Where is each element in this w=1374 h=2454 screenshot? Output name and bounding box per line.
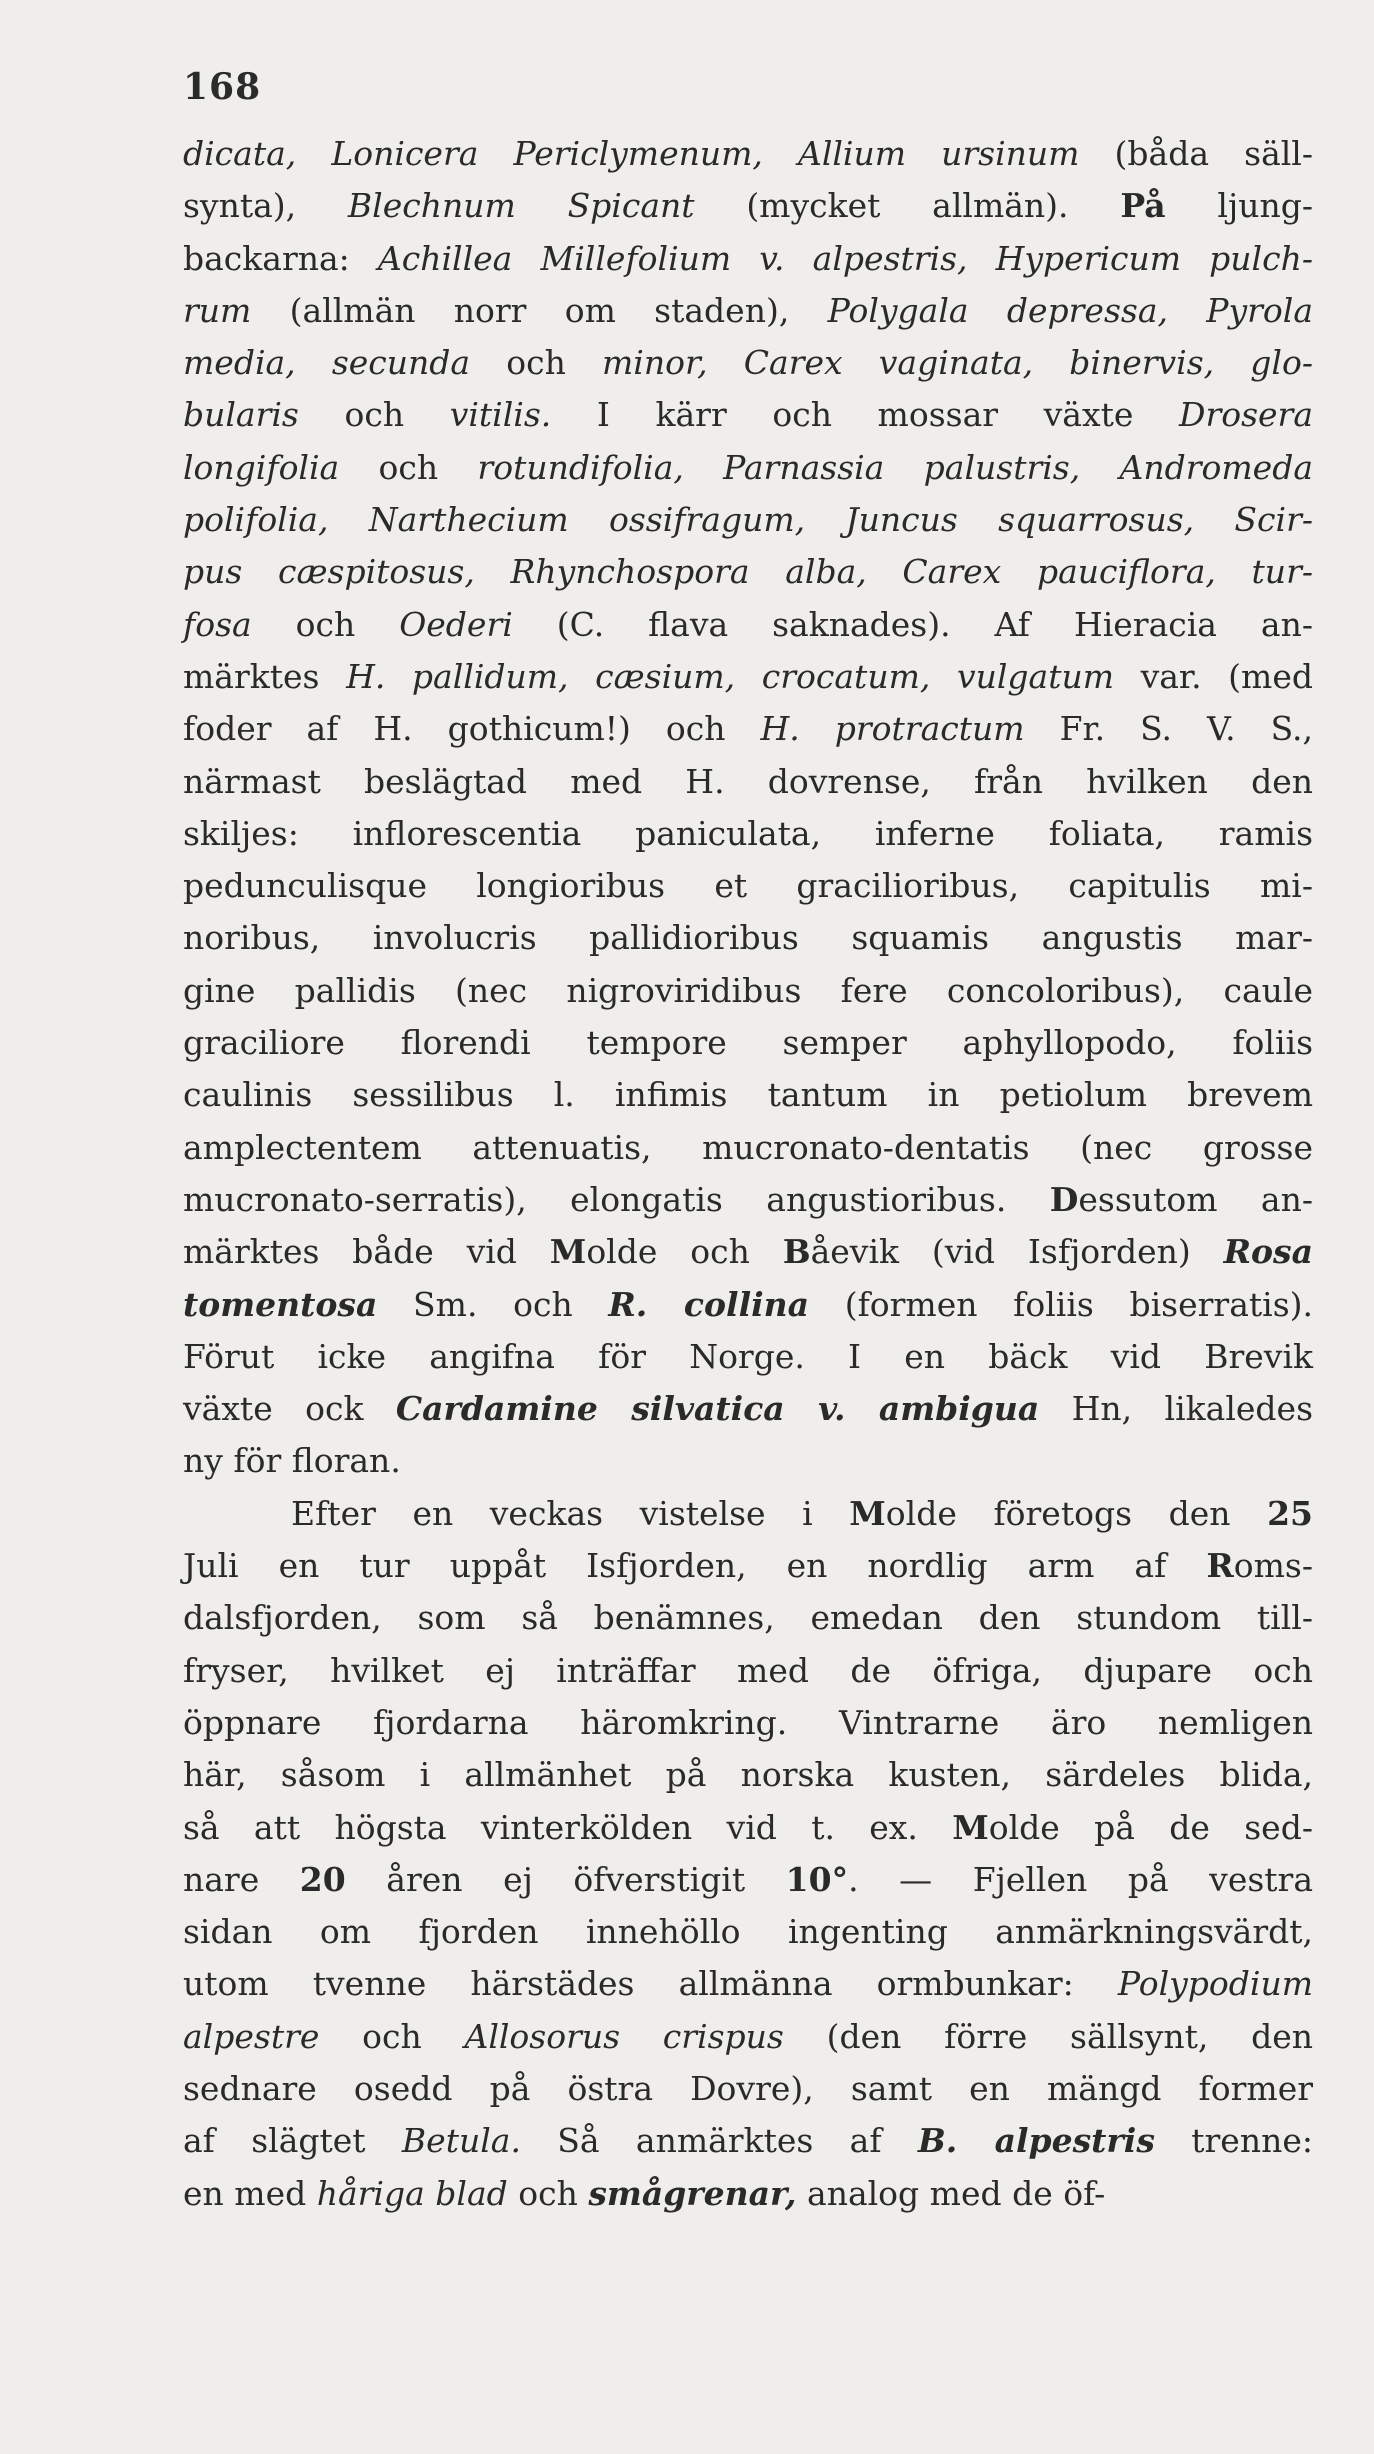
text-segment: . — Fjellen på vestra (848, 1859, 1313, 1899)
emphasized-text: smågrenar, (588, 2173, 797, 2213)
emphasized-text: D (1049, 1179, 1079, 1219)
text-line (183, 546, 1313, 598)
text-line (183, 233, 1313, 285)
emphasized-text: M (952, 1807, 989, 1847)
text-line (183, 1592, 1313, 1644)
emphasized-text: H. pallidum, cæsium, crocatum, vulgatum (346, 656, 1115, 696)
text-line (183, 912, 1313, 964)
text-line (183, 389, 1313, 441)
text-segment: mucronato-serratis), elongatis angustioribus. (183, 1179, 1050, 1219)
text-segment: gine pallidis (nec nigroviridibus fere concoloribus), caule (183, 970, 1313, 1010)
text-segment: (den förre sällsynt, den (783, 2016, 1314, 2056)
body-text (183, 128, 1313, 2220)
text-line (183, 651, 1313, 703)
text-line (183, 1749, 1313, 1801)
text-segment: märktes (183, 656, 347, 696)
text-segment: och (251, 604, 400, 644)
text-segment: nare (183, 1859, 300, 1899)
text-line (183, 1069, 1313, 1121)
text-line (183, 2063, 1313, 2115)
emphasized-text: Drosera (1178, 395, 1313, 435)
text-line (183, 180, 1313, 232)
text-segment: olde företogs den (885, 1493, 1268, 1533)
text-segment: noribus, involucris pallidioribus squamis angustis mar- (183, 918, 1313, 958)
text-line (183, 1279, 1313, 1331)
text-segment: sednare osedd på östra Dovre), samt en mängd former (183, 2068, 1313, 2108)
emphasized-text: tomentosa (183, 1284, 378, 1324)
emphasized-text: fosa (183, 604, 252, 644)
text-segment: sidan om fjorden innehöllo ingenting anmärkningsvärdt, (183, 1912, 1313, 1952)
emphasized-text: rum (183, 290, 252, 330)
text-segment: växte ock (183, 1389, 396, 1429)
emphasized-text: Cardamine silvatica v. ambigua (395, 1389, 1040, 1429)
text-line (183, 494, 1313, 546)
text-line (183, 1174, 1313, 1226)
text-line (183, 1435, 1313, 1487)
text-segment: var. (med (1114, 656, 1313, 696)
emphasized-text: media, secunda (183, 343, 471, 383)
text-line (183, 128, 1313, 180)
emphasized-text: H. protractum (760, 709, 1025, 749)
text-segment: backarna: (183, 238, 378, 278)
text-line (183, 1122, 1313, 1174)
text-line (183, 2115, 1313, 2167)
emphasized-text: R (1206, 1546, 1234, 1586)
text-line (183, 1226, 1313, 1278)
text-segment: caulinis sessilibus l. infimis tantum in petiolum brevem (183, 1075, 1313, 1115)
emphasized-text: bularis (183, 395, 299, 435)
text-line (183, 703, 1313, 755)
text-line (183, 1697, 1313, 1749)
text-segment: skiljes: inflorescentia paniculata, inferne foliata, ramis (183, 813, 1313, 853)
text-segment: och (470, 343, 602, 383)
text-segment: här, såsom i allmänhet på norska kusten, särdeles blida, (183, 1755, 1313, 1795)
emphasized-text: M (549, 1232, 587, 1272)
emphasized-text: 25 (1267, 1493, 1314, 1533)
emphasized-text: R. collina (608, 1284, 810, 1324)
text-segment: Sm. och (377, 1284, 609, 1324)
text-segment: (C. flava saknades). Af Hieracia an- (512, 604, 1313, 644)
emphasized-text: M (849, 1493, 886, 1533)
text-line (183, 2011, 1313, 2063)
emphasized-text: B. alpestris (917, 2121, 1155, 2161)
text-line (183, 1017, 1313, 1069)
text-segment: Efter en veckas vistelse i (291, 1493, 850, 1533)
text-line (183, 965, 1313, 1017)
text-segment: olde och (586, 1232, 783, 1272)
text-segment: ljung- (1165, 186, 1313, 226)
text-segment: I kärr och mossar växte (551, 395, 1179, 435)
text-segment: af slägtet (183, 2121, 402, 2161)
emphasized-text: rotundifolia, Parnassia palustris, Andromeda (477, 447, 1313, 487)
text-segment: och (319, 2016, 465, 2056)
emphasized-text: dicata, Lonicera Periclymenum, Allium ursinum (183, 134, 1080, 173)
emphasized-text: Achillea Millefolium v. alpestris, Hypericum pulch- (377, 238, 1313, 278)
emphasized-text: polifolia, Narthecium ossifragum, Juncus squarrosus, Scir- (183, 500, 1313, 540)
text-segment: dalsfjorden, som så benämnes, emedan den stundom till- (183, 1598, 1313, 1638)
text-segment: graciliore florendi tempore semper aphyllopodo, foliis (183, 1023, 1313, 1063)
emphasized-text: Oederi (399, 604, 513, 644)
emphasized-text: B (782, 1232, 811, 1272)
text-segment: trenne: (1154, 2121, 1313, 2161)
text-line (183, 1958, 1313, 2010)
text-line (183, 1802, 1313, 1854)
text-line (183, 1540, 1313, 1592)
text-line (183, 860, 1313, 912)
emphasized-text: Rosa (1223, 1232, 1313, 1272)
text-line (183, 808, 1313, 860)
text-segment: så att högsta vinterkölden vid t. ex. (183, 1807, 953, 1847)
text-segment: essutom an- (1078, 1179, 1313, 1219)
text-segment: olde på de sed- (988, 1807, 1313, 1847)
emphasized-text: vitilis. (449, 395, 552, 435)
text-segment: ny för floran. (183, 1441, 401, 1481)
text-segment: foder af H. gothicum!) och (183, 709, 761, 749)
text-segment: åevik (vid Isfjorden) (810, 1232, 1224, 1272)
emphasized-text: Allosorus crispus (464, 2016, 784, 2056)
text-line (183, 1383, 1313, 1435)
emphasized-text: pus cæspitosus, Rhynchospora alba, Carex pauciflora, tur- (183, 552, 1313, 592)
text-line (183, 1906, 1313, 1958)
text-segment: Juli en tur uppåt Isfjorden, en nordlig arm af (183, 1546, 1207, 1586)
text-segment: och (339, 447, 478, 487)
emphasized-text: minor, Carex vaginata, binervis, glo- (602, 343, 1313, 383)
text-line (183, 285, 1313, 337)
text-segment: Fr. S. V. S., (1024, 709, 1313, 749)
text-segment: närmast beslägtad med H. dovrense, från hvilken den (183, 761, 1313, 801)
text-segment: (formen foliis biserratis). (809, 1284, 1313, 1324)
text-line (183, 2168, 1313, 2220)
text-line (183, 1854, 1313, 1906)
text-segment: Så anmärktes af (520, 2121, 918, 2161)
text-segment: (allmän norr om staden), (251, 290, 828, 330)
text-segment: och (507, 2173, 589, 2213)
text-segment: Hn, likaledes (1039, 1389, 1314, 1429)
text-line (183, 442, 1313, 494)
emphasized-text: Polygala depressa, Pyrola (827, 290, 1313, 330)
emphasized-text: longifolia (183, 447, 340, 487)
emphasized-text: 10° (785, 1859, 849, 1899)
emphasized-text: På (1120, 186, 1166, 226)
text-line (183, 1488, 1313, 1540)
text-line (183, 599, 1313, 651)
emphasized-text: håriga blad (316, 2173, 508, 2213)
text-line (183, 337, 1313, 389)
emphasized-text: Betula. (401, 2121, 521, 2161)
page-number: 168 (183, 66, 262, 108)
text-segment: synta), (183, 186, 348, 226)
emphasized-text: Blechnum Spicant (347, 186, 695, 226)
text-segment: (båda säll- (1079, 134, 1313, 173)
text-segment: (mycket allmän). (694, 186, 1121, 226)
emphasized-text: Polypodium (1117, 1964, 1313, 2004)
text-segment: märktes både vid (183, 1232, 550, 1272)
text-segment: åren ej öfverstigit (345, 1859, 786, 1899)
text-line (183, 756, 1313, 808)
text-segment: fryser, hvilket ej inträffar med de öfriga, djupare och (183, 1650, 1313, 1690)
text-segment: amplectentem attenuatis, mucronato-dentatis (nec grosse (183, 1127, 1313, 1167)
text-segment: analog med de öf- (796, 2173, 1106, 2213)
emphasized-text: alpestre (183, 2016, 320, 2056)
text-segment: en med (183, 2173, 317, 2213)
text-segment: Förut icke angifna för Norge. I en bäck vid Brevik (183, 1336, 1313, 1376)
emphasized-text: 20 (299, 1859, 346, 1899)
text-segment: öppnare fjordarna häromkring. Vintrarne äro nemligen (183, 1702, 1313, 1742)
text-line (183, 1645, 1313, 1697)
text-segment: pedunculisque longioribus et gracilioribus, capitulis mi- (183, 866, 1313, 906)
text-line (183, 1331, 1313, 1383)
text-segment: oms- (1233, 1546, 1313, 1586)
text-segment: och (298, 395, 450, 435)
text-segment: utom tvenne härstädes allmänna ormbunkar: (183, 1964, 1118, 2004)
